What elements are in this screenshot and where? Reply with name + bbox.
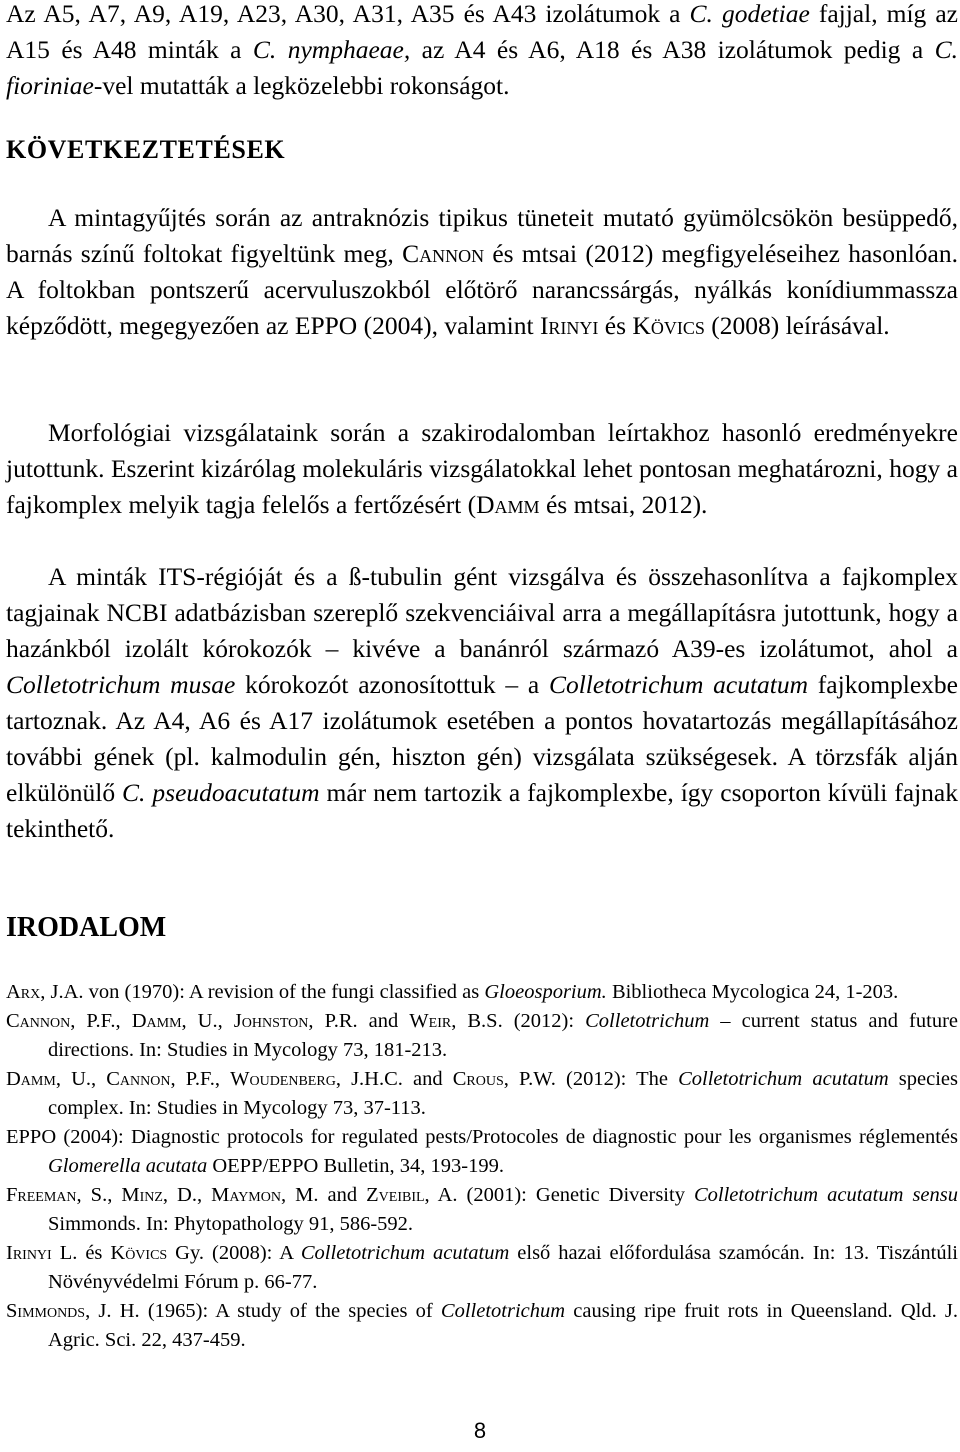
intro-paragraph: Az A5, A7, A9, A19, A23, A30, A31, A35 és A43 izolátumok a C. godetiae fajjal, míg az A15 és A48 minták a C. nymphaeae, az A4 és A6, A18 és A38 izolátumok pedig a C. fioriniae-vel mutatták a legközelebbi rokonságot. — [6, 0, 958, 100]
conclusions-paragraph-2: Morfológiai vizsgálataink során a szakirodalomban leírtakhoz hasonló eredményekre jutottunk. Eszerint kizárólag molekuláris vizsgálatokkal lehet pontosan meghatározni, hogy a fajkomplex melyik tagja felelős a fertőzésért (Damm és mtsai, 2012). — [6, 418, 958, 519]
reference-item: Damm, U., Cannon, P.F., Woudenberg, J.H.C. and Crous, P.W. (2012): The Colletotrichum acutatum species complex. In: Studies in Mycology 73, 37-113. — [6, 1068, 958, 1119]
reference-item: Cannon, P.F., Damm, U., Johnston, P.R. and Weir, B.S. (2012): Colletotrichum – current status and future directions. In: Studies in Mycology 73, 181-213. — [6, 1010, 958, 1061]
reference-item: EPPO (2004): Diagnostic protocols for regulated pests/Protocoles de diagnostic pour les organismes réglementés Glomerella acutata OEPP/EPPO Bulletin, 34, 193-199. — [6, 1126, 958, 1177]
conclusions-paragraph-1: A mintagyűjtés során az antraknózis tipikus tüneteit mutató gyümölcsökön besüppedő, barnás színű foltokat figyeltünk meg, Cannon és mtsai (2012) megfigyeléseihez hasonlóan. A foltokban pontszerű acervuluszokból előtörő narancssárgás, nyálkás konídiummassza képződött, megegyezően az EPPO (2004), valamint Irinyi és Kövics (2008) leírásával. — [6, 203, 958, 340]
references-heading: IRODALOM — [6, 912, 167, 943]
reference-item: Irinyi L. és Kövics Gy. (2008): A Colletotrichum acutatum első hazai előfordulása szamócán. In: 13. Tiszántúli Növényvédelmi Fórum p. 66-77. — [6, 1242, 958, 1293]
conclusions-paragraph-3: A minták ITS-régióját és a ß-tubulin gént vizsgálva és összehasonlítva a fajkomplex tagjainak NCBI adatbázisban szereplő szekvenciáival arra a megállapításra jutottunk, hogy a hazánkból izolált kórokozók – kivéve a banánról származó A39-es izolátumot, ahol a Colletotrichum musae kórokozót azonosítottuk – a Colletotrichum acutatum fajkomplexbe tartoznak. Az A4, A6 és A17 izolátumok esetében a pontos hovatartozás megállapításához további gének (pl. kalmodulin gén, hiszton gén) vizsgálata szükségesek. A törzsfák alján elkülönülő C. pseudoacutatum már nem tartozik a fajkomplexbe, így csoporton kívüli fajnak tekinthető. — [6, 562, 959, 843]
reference-list — [6, 978, 958, 1355]
page-number: 8 — [473, 1418, 487, 1443]
reference-item: Simmonds, J. H. (1965): A study of the species of Colletotrichum causing ripe fruit rots in Queensland. Qld. J. Agric. Sci. 22, 437-459. — [6, 1300, 958, 1351]
reference-item: Freeman, S., Minz, D., Maymon, M. and Zveibil, A. (2001): Genetic Diversity Colletotrichum acutatum sensu Simmonds. In: Phytopathology 91, 586-592. — [6, 1184, 959, 1235]
conclusions-heading: KÖVETKEZTETÉSEK — [6, 135, 286, 164]
reference-item: Arx, J.A. von (1970): A revision of the fungi classified as Gloeosporium. Bibliotheca Mycologica 24, 1-203. — [6, 981, 899, 1003]
